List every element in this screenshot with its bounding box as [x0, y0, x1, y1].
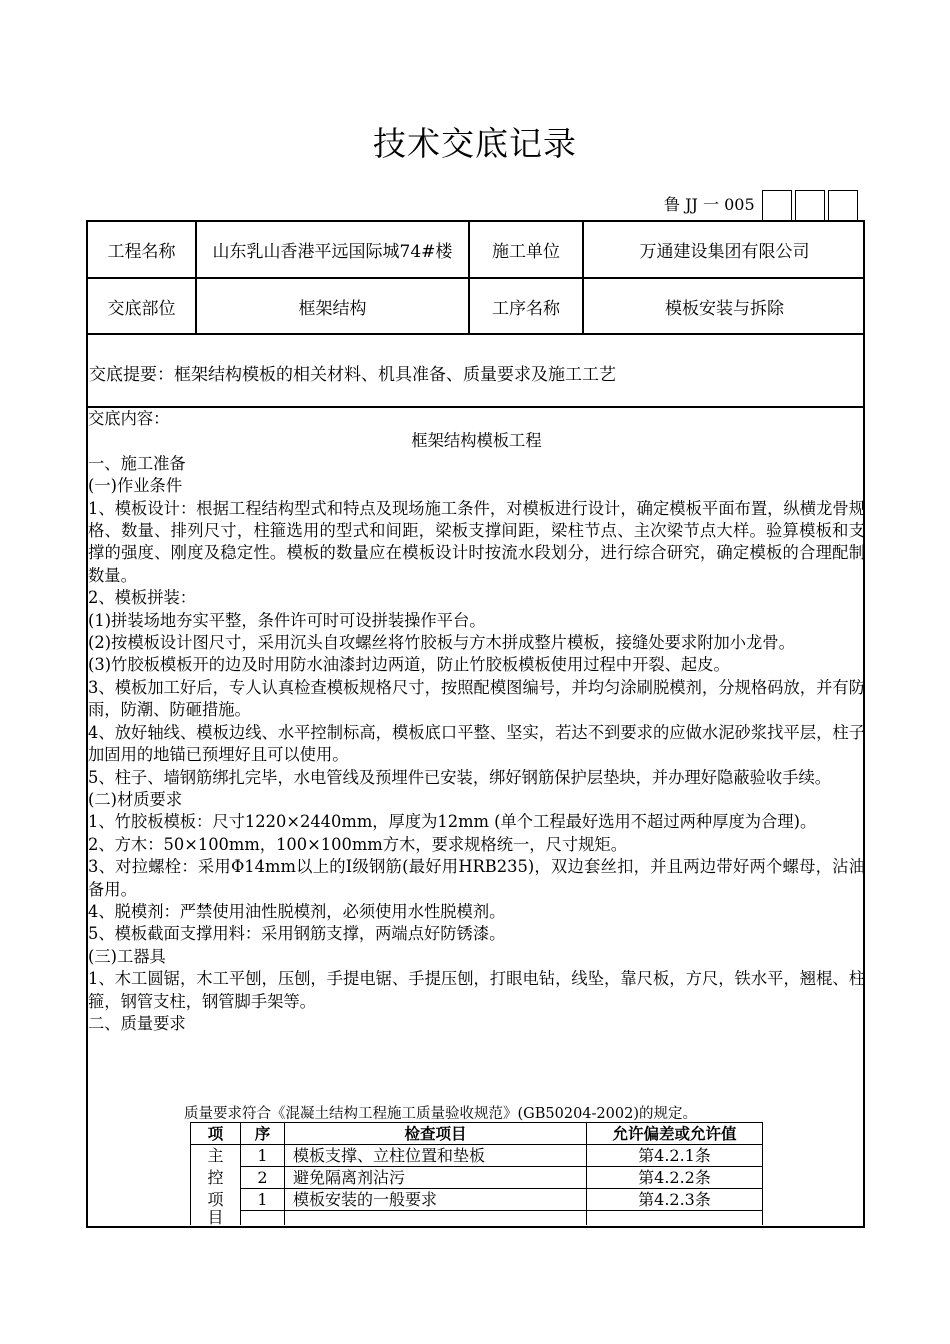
code-box-1: [762, 190, 792, 220]
content-paragraph: 3、模板加工好后，专人认真检查模板规格尺寸，按照配模图编号，并均匀涂刷脱模剂，分规格码放，并有防雨，防潮、防砸措施。: [88, 677, 865, 720]
row-value: 第4.2.2条: [587, 1167, 763, 1189]
process-label: 工序名称: [492, 298, 560, 319]
part-value: 框架结构: [298, 298, 367, 319]
content-heading: 框架结构模板工程: [411, 431, 542, 451]
page-title: 技术交底记录: [373, 124, 577, 163]
content-paragraph: 1、模板设计：根据工程结构型式和特点及现场施工条件，对模板进行设计，确定模板平面布置，纵横龙骨规格、数量、排列尺寸，柱箍选用的型式和间距，梁板支撑间距，梁柱节点、主次梁节点大样。验算模板和支撑的强度、刚度及稳定性。模板的数量应在模板设计时按流水段划分，进行综合研究，确定模板的合理配制数量。: [88, 498, 865, 585]
header-group: 项: [191, 1123, 241, 1145]
content-paragraph: (二)材质要求: [88, 789, 183, 809]
code-box-2: [795, 190, 825, 220]
table-row: [191, 1211, 763, 1226]
content-label: 交底内容：: [88, 409, 170, 428]
part-label: 交底部位: [107, 298, 176, 319]
row-value: 第4.2.3条: [587, 1189, 763, 1211]
row-item: 模板支撑、立柱位置和垫板: [285, 1145, 587, 1167]
content-paragraph: 2、模板拼装：: [88, 588, 197, 608]
contractor-value: 万通建设集团有限公司: [639, 242, 810, 262]
quality-table-header: [191, 1123, 763, 1145]
row-seq: [241, 1211, 285, 1226]
form-code-row: [664, 190, 858, 220]
row-value: [587, 1211, 763, 1226]
content-paragraph: (3)竹胶板模板开的边及时用防水油漆封边两道，防止竹胶板模板使用过程中开裂、起皮。: [88, 655, 730, 675]
content-paragraph: 一、施工准备: [88, 453, 186, 473]
quality-note: 质量要求符合《混凝土结构工程施工质量验收规范》(GB50204-2002)的规定。: [184, 1106, 697, 1122]
table-row: [191, 1167, 763, 1189]
row-divider-2: [88, 333, 863, 335]
content-paragraph: (1)拼装场地夯实平整，条件许可时可设拼装操作平台。: [88, 610, 486, 630]
group-label-char: 项: [191, 1189, 241, 1211]
row-seq: 1: [241, 1189, 285, 1211]
group-label-char: 主: [191, 1145, 241, 1167]
table-row: [191, 1145, 763, 1167]
group-label-char: 控: [191, 1167, 241, 1189]
header-item: 检查项目: [285, 1123, 587, 1145]
content-paragraph: 4、脱模剂：严禁使用油性脱模剂，必须使用水性脱模剂。: [88, 901, 506, 921]
content-paragraph: 5、模板截面支撑用料：采用钢筋支撑，两端点好防锈漆。: [88, 924, 506, 944]
content-paragraph: 5、柱子、墙钢筋绑扎完毕，水电管线及预埋件已安装，绑好钢筋保护层垫块，并办理好隐蔽验收手续。: [88, 767, 832, 787]
row-item: 模板安装的一般要求: [285, 1189, 587, 1211]
content-paragraph: 2、方木：50×100mm，100×100mm方木，要求规格统一，尺寸规矩。: [88, 834, 627, 854]
content-paragraph: 3、对拉螺栓：采用Φ14mm以上的Ⅰ级钢筋(最好用HRB235)，双边套丝扣，并且两边带好两个螺母，沾油备用。: [88, 857, 865, 899]
table-row: [191, 1189, 763, 1211]
contractor-label: 施工单位: [492, 242, 560, 262]
form-code: 鲁 JJ 一 005: [664, 195, 755, 214]
content-section: [88, 408, 865, 1035]
content-paragraph: (2)按模板设计图尺寸，采用沉头自攻螺丝将竹胶板与方木拼成整片模板，接缝处要求附加小龙骨。: [88, 633, 795, 653]
record-form: [86, 220, 865, 1228]
code-box-3: [828, 190, 858, 220]
header-seq: 序: [241, 1123, 285, 1145]
content-paragraph: 4、放好轴线、模板边线、水平控制标高，模板底口平整、坚实，若达不到要求的应做水泥砂浆找平层，柱子加固用的地锚已预埋好且可以使用。: [88, 722, 865, 765]
row-seq: 1: [241, 1145, 285, 1167]
content-paragraph: 1、木工圆锯，木工平刨，压刨，手提电锯、手提压刨，打眼电钻，线坠，靠尺板，方尺，铁水平，翘棍、柱箍，钢管支柱，钢管脚手架等。: [88, 969, 865, 1011]
quality-table: [190, 1122, 763, 1225]
content-paragraph: (三)工器具: [88, 946, 166, 966]
process-value: 模板安装与拆除: [665, 298, 784, 319]
project-name-value: 山东乳山香港平远国际城74#楼: [212, 242, 453, 262]
content-paragraph: 1、竹胶板模板：尺寸1220×2440mm，厚度为12mm (单个工程最好选用不超过两种厚度为合理)。: [88, 812, 817, 832]
content-paragraph: (一)作业条件: [88, 476, 183, 496]
row-item: 避免隔离剂沾污: [285, 1167, 587, 1189]
row-item: [285, 1211, 587, 1226]
row-seq: 2: [241, 1167, 285, 1189]
content-paragraph: 二、质量要求: [88, 1013, 186, 1033]
project-name-label: 工程名称: [107, 242, 176, 262]
row-value: 第4.2.1条: [587, 1145, 763, 1167]
content-paragraphs: [88, 453, 865, 1036]
summary-text: 交底提要：框架结构模板的相关材料、机具准备、质量要求及施工工艺: [89, 365, 616, 385]
header-value: 允许偏差或允许值: [587, 1123, 763, 1145]
group-label-char: 目: [191, 1211, 241, 1226]
